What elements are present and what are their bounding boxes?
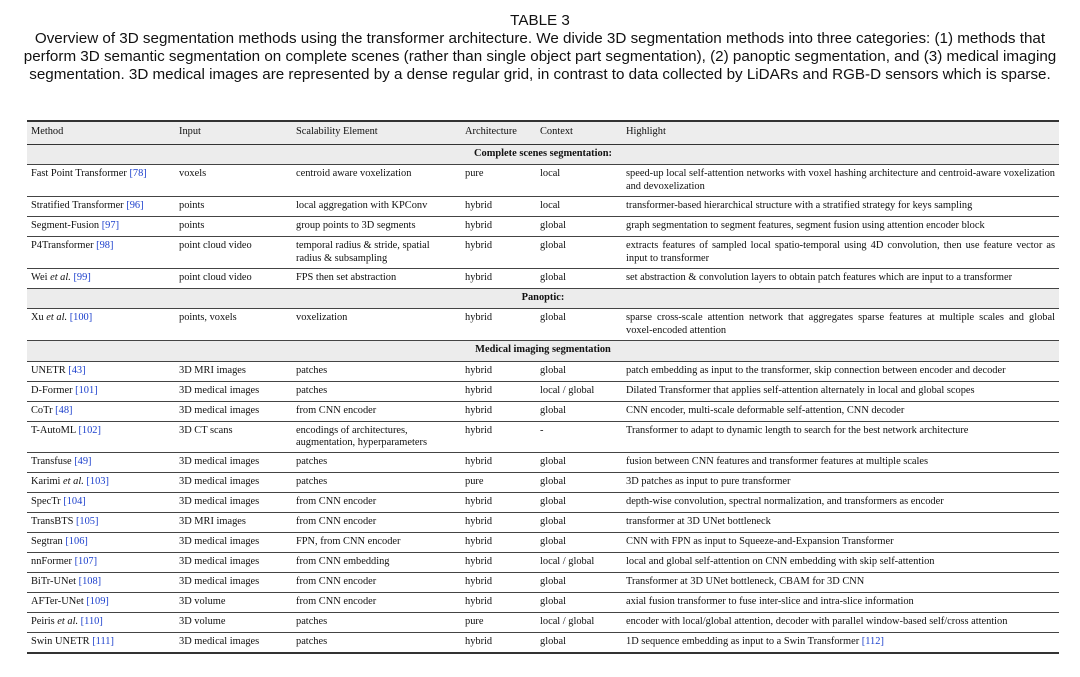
input-cell: 3D medical images (179, 476, 260, 488)
architecture-cell: hybrid (465, 516, 493, 528)
input-cell: points (179, 200, 205, 212)
architecture-cell: hybrid (465, 636, 493, 648)
highlight-cell (622, 361, 1059, 381)
citation-link[interactable]: [96] (126, 200, 144, 212)
method-name: nnFormer (31, 556, 75, 568)
method-name: T-AutoML (31, 424, 79, 436)
segmentation-methods-table (27, 120, 1059, 654)
citation-link[interactable]: [111] (92, 636, 114, 648)
scalability-cell: FPS then set abstraction (296, 272, 397, 284)
highlight-cell (622, 633, 1059, 654)
context-cell: - (540, 424, 544, 436)
input-cell: 3D medical images (179, 496, 260, 508)
table-row (27, 217, 1059, 237)
citation-link[interactable]: [110] (80, 616, 103, 628)
highlight-text: speed-up local self-attention networks with voxel hashing architecture and centroid-aware voxelization and devoxelization (626, 168, 1055, 192)
method-cell (27, 553, 175, 573)
architecture-cell: hybrid (465, 220, 493, 232)
method-name: SpecTr (31, 496, 64, 508)
method-name: Segtran (31, 536, 66, 548)
architecture-cell: hybrid (465, 384, 493, 396)
method-name: Peiris et al. (31, 616, 79, 628)
method-name: Xu et al. (31, 312, 68, 324)
scalability-cell: from CNN encoder (296, 404, 377, 416)
input-cell: 3D medical images (179, 536, 260, 548)
method-name: Karimi et al. (31, 476, 84, 488)
architecture-cell: hybrid (465, 496, 493, 508)
context-cell: global (540, 312, 566, 324)
scalability-cell: from CNN encoder (296, 596, 377, 608)
header-row (27, 121, 1059, 145)
highlight-cell (622, 269, 1059, 289)
input-cell: voxels (179, 168, 207, 180)
scalability-cell: encodings of architectures, augmentation, hyperparameters (296, 424, 427, 449)
scalability-cell: voxelization (296, 312, 348, 324)
method-name: D-Former (31, 384, 76, 396)
architecture-cell: hybrid (465, 556, 493, 568)
citation-link[interactable]: [99] (73, 272, 91, 284)
table-body (27, 145, 1059, 654)
column-header: Method (31, 126, 64, 137)
architecture-cell: hybrid (465, 312, 493, 324)
method-name: Transfuse (31, 456, 75, 468)
column-header: Architecture (465, 126, 517, 137)
table-row (27, 593, 1059, 613)
scalability-cell: patches (296, 476, 328, 488)
highlight-text: 1D sequence embedding as input to a Swin Transformer (626, 636, 862, 648)
architecture-cell: hybrid (465, 364, 493, 376)
context-cell: global (540, 272, 566, 284)
highlight-cell (622, 217, 1059, 237)
citation-link[interactable]: [112] (861, 636, 884, 648)
citation-link[interactable]: [102] (78, 424, 101, 436)
input-cell: 3D CT scans (179, 424, 233, 436)
highlight-cell (622, 197, 1059, 217)
highlight-cell (622, 533, 1059, 553)
method-cell (27, 309, 175, 341)
table-row (27, 401, 1059, 421)
citation-link[interactable]: [101] (75, 384, 98, 396)
method-cell (27, 533, 175, 553)
highlight-cell (622, 237, 1059, 269)
table-row (27, 573, 1059, 593)
section-title: Medical imaging segmentation (475, 344, 611, 356)
highlight-text: fusion between CNN features and transformer features at multiple scales (626, 456, 929, 468)
scalability-cell: local aggregation with KPConv (296, 200, 428, 212)
highlight-text: sparse cross-scale attention network that aggregates sparse features at multiple scales and global voxel-encoded attention (626, 312, 1055, 336)
column-header: Scalability Element (296, 126, 378, 137)
method-cell (27, 269, 175, 289)
architecture-cell: hybrid (465, 596, 493, 608)
caption-text: Overview of 3D segmentation methods using the transformer architecture. We divide 3D segmentation methods into three categories: (1) methods that perform 3D semantic segmentation on complete scenes (rather than single object part segmentation), (2) panoptic segmentation, and (3) medical imaging segmentation. 3D medical images are represented by a dense regular grid, in contrast to data collected by LiDARs and RGB-D sensors which is sparse. (23, 30, 1057, 83)
method-name: Fast Point Transformer (31, 168, 130, 180)
section-header-row (27, 341, 1059, 361)
scalability-cell: group points to 3D segments (296, 220, 416, 232)
input-cell: 3D medical images (179, 456, 260, 468)
method-cell (27, 613, 175, 633)
highlight-cell (622, 493, 1059, 513)
method-cell (27, 473, 175, 493)
citation-link[interactable]: [78] (129, 168, 147, 180)
context-cell: global (540, 456, 566, 468)
context-cell: global (540, 596, 566, 608)
table-row (27, 421, 1059, 453)
citation-link[interactable]: [48] (55, 404, 73, 416)
column-header: Highlight (626, 126, 666, 137)
input-cell: 3D medical images (179, 576, 260, 588)
architecture-cell: hybrid (465, 424, 493, 436)
citation-link[interactable]: [43] (68, 364, 86, 376)
method-name: Wei et al. (31, 272, 71, 284)
highlight-cell (622, 593, 1059, 613)
context-cell: local / global (540, 616, 595, 628)
method-cell (27, 493, 175, 513)
table-wrapper (27, 120, 1059, 654)
highlight-cell (622, 513, 1059, 533)
scalability-cell: from CNN encoder (296, 516, 377, 528)
citation-link[interactable]: [49] (74, 456, 92, 468)
highlight-text: set abstraction & convolution layers to obtain patch features which are input to a transformer (626, 272, 1013, 284)
highlight-cell (622, 401, 1059, 421)
context-cell: local (540, 168, 561, 180)
highlight-text: local and global self-attention on CNN embedding with skip self-attention (626, 556, 935, 568)
context-cell: global (540, 240, 566, 252)
method-cell (27, 197, 175, 217)
highlight-text: Dilated Transformer that applies self-attention alternately in local and global scopes (626, 384, 975, 396)
method-cell (27, 453, 175, 473)
highlight-cell (622, 613, 1059, 633)
method-name: CoTr (31, 404, 56, 416)
table-row (27, 493, 1059, 513)
scalability-cell: patches (296, 636, 328, 648)
context-cell: global (540, 516, 566, 528)
table-row (27, 613, 1059, 633)
architecture-cell: pure (465, 476, 484, 488)
citation-link[interactable]: [98] (96, 240, 114, 252)
highlight-cell (622, 421, 1059, 453)
method-name: P4Transformer (31, 240, 97, 252)
method-name: BiTr-UNet (31, 576, 79, 588)
table-row (27, 453, 1059, 473)
highlight-cell (622, 165, 1059, 197)
highlight-cell (622, 473, 1059, 493)
method-name: Swin UNETR (31, 636, 93, 648)
context-cell: global (540, 536, 566, 548)
scalability-cell: from CNN embedding (296, 556, 390, 568)
input-cell: point cloud video (179, 240, 252, 252)
architecture-cell: hybrid (465, 200, 493, 212)
architecture-cell: hybrid (465, 240, 493, 252)
section-title: Panoptic: (521, 292, 565, 304)
citation-link[interactable]: [109] (86, 596, 109, 608)
method-cell (27, 573, 175, 593)
input-cell: points, voxels (179, 312, 237, 324)
highlight-cell (622, 453, 1059, 473)
highlight-text: patch embedding as input to the transformer, skip connection between encoder and decoder (626, 364, 1006, 376)
table-row (27, 473, 1059, 493)
citation-link[interactable]: [103] (86, 476, 109, 488)
scalability-cell: patches (296, 364, 328, 376)
scalability-cell: centroid aware voxelization (296, 168, 412, 180)
highlight-cell (622, 381, 1059, 401)
architecture-cell: pure (465, 616, 484, 628)
highlight-cell (622, 553, 1059, 573)
context-cell: local (540, 200, 561, 212)
context-cell: global (540, 576, 566, 588)
highlight-cell (622, 309, 1059, 341)
citation-link[interactable]: [107] (74, 556, 98, 568)
scalability-cell: patches (296, 616, 328, 628)
citation-link[interactable]: [106] (65, 536, 88, 548)
highlight-cell (622, 573, 1059, 593)
method-cell (27, 401, 175, 421)
context-cell: local / global (540, 556, 595, 568)
highlight-text: graph segmentation to segment features, segment fusion using attention encoder block (626, 220, 985, 232)
scalability-cell: temporal radius & stride, spatial radius & subsampling (296, 240, 430, 264)
scalability-cell: from CNN encoder (296, 496, 377, 508)
column-header: Input (179, 126, 201, 137)
citation-link[interactable]: [105] (75, 516, 99, 528)
architecture-cell: pure (465, 168, 484, 180)
highlight-text: transformer at 3D UNet bottleneck (626, 516, 771, 528)
method-name: UNETR (31, 364, 69, 376)
highlight-text: Transformer at 3D UNet bottleneck, CBAM for 3D CNN (626, 576, 865, 588)
table-header (27, 121, 1059, 145)
context-cell: local / global (540, 384, 595, 396)
column-header: Context (540, 126, 573, 137)
table-row (27, 381, 1059, 401)
context-cell: global (540, 636, 566, 648)
method-cell (27, 421, 175, 453)
method-cell (27, 633, 175, 654)
table-row (27, 269, 1059, 289)
architecture-cell: hybrid (465, 272, 493, 284)
table-row (27, 197, 1059, 217)
highlight-text: encoder with local/global attention, decoder with parallel window-based self/cross attention (626, 616, 1008, 628)
citation-link[interactable]: [108] (78, 576, 102, 588)
table-row (27, 553, 1059, 573)
method-name: TransBTS (31, 516, 76, 528)
table-row (27, 165, 1059, 197)
input-cell: 3D volume (179, 616, 226, 628)
table-row (27, 533, 1059, 553)
method-cell (27, 381, 175, 401)
table-number: TABLE 3 (510, 12, 570, 29)
method-cell (27, 237, 175, 269)
method-cell (27, 361, 175, 381)
input-cell: point cloud video (179, 272, 252, 284)
input-cell: 3D medical images (179, 636, 260, 648)
context-cell: global (540, 476, 566, 488)
section-header-row (27, 145, 1059, 165)
highlight-text: axial fusion transformer to fuse inter-slice and intra-slice information (626, 596, 914, 608)
highlight-text: CNN encoder, multi-scale deformable self-attention, CNN decoder (626, 404, 905, 416)
scalability-cell: from CNN encoder (296, 576, 377, 588)
citation-link[interactable]: [97] (101, 220, 120, 232)
scalability-cell: patches (296, 384, 328, 396)
method-cell (27, 165, 175, 197)
input-cell: points (179, 220, 205, 232)
architecture-cell: hybrid (465, 536, 493, 548)
highlight-text: CNN with FPN as input to Squeeze-and-Expansion Transformer (626, 536, 894, 548)
scalability-cell: patches (296, 456, 328, 468)
input-cell: 3D medical images (179, 384, 260, 396)
highlight-text: extracts features of sampled local spatio-temporal using 4D convolution, then use feature vector as input to transformer (626, 240, 1055, 264)
citation-link[interactable]: [100] (69, 312, 93, 324)
highlight-text: transformer-based hierarchical structure with a stratified strategy for keys sampling (626, 200, 973, 212)
input-cell: 3D volume (179, 596, 226, 608)
scalability-cell: FPN, from CNN encoder (296, 536, 401, 548)
method-name: Segment-Fusion (31, 220, 102, 232)
method-name: Stratified Transformer (31, 200, 127, 212)
input-cell: 3D MRI images (179, 364, 246, 376)
section-header-row (27, 289, 1059, 309)
architecture-cell: hybrid (465, 576, 493, 588)
highlight-text: depth-wise convolution, spectral normalization, and transformers as encoder (626, 496, 944, 508)
highlight-text: Transformer to adapt to dynamic length to search for the best network architecture (626, 424, 969, 436)
context-cell: global (540, 220, 566, 232)
table-row (27, 361, 1059, 381)
context-cell: global (540, 404, 566, 416)
table-row (27, 513, 1059, 533)
input-cell: 3D medical images (179, 404, 260, 416)
section-title: Complete scenes segmentation: (474, 148, 612, 159)
input-cell: 3D medical images (179, 556, 260, 568)
table-caption (0, 0, 1080, 84)
table-row (27, 309, 1059, 341)
context-cell: global (540, 496, 566, 508)
method-cell (27, 593, 175, 613)
highlight-text: 3D patches as input to pure transformer (626, 476, 791, 488)
method-name: AFTer-UNet (31, 596, 87, 608)
table-row (27, 633, 1059, 654)
input-cell: 3D MRI images (179, 516, 246, 528)
citation-link[interactable]: [104] (63, 496, 86, 508)
architecture-cell: hybrid (465, 456, 493, 468)
table-row (27, 237, 1059, 269)
architecture-cell: hybrid (465, 404, 493, 416)
method-cell (27, 513, 175, 533)
method-cell (27, 217, 175, 237)
context-cell: global (540, 364, 566, 376)
